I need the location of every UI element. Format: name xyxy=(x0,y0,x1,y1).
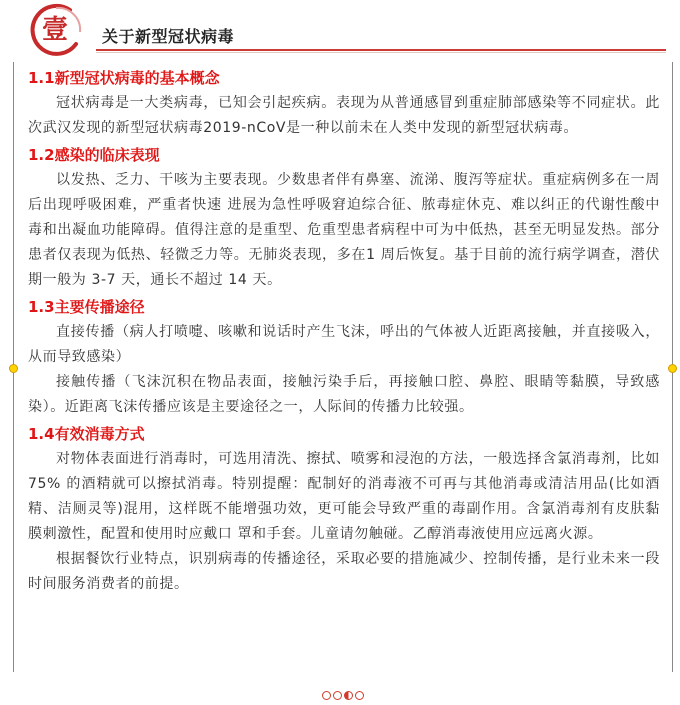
badge-character: 壹 xyxy=(41,15,68,45)
paragraph: 根据餐饮行业特点，识别病毒的传播途径，采取必要的措施减少、控制传播，是行业未来一段时间服务消费者的前提。 xyxy=(28,551,660,592)
section-title: 1.2感染的临床表现 xyxy=(28,146,160,164)
paragraph: 对物体表面进行消毒时，可选用清洗、擦拭、喷雾和浸泡的方法，一般选择含氯消毒剂，比如75% 的酒精就可以擦拭消毒。特别提醒：配制好的消毒液不可再与其他消毒或清洁用品(比如酒精、洁厕灵等)混用，这样既不能增强功效，更可能会导致严重的毒副作用。含氯消毒剂有皮肤黏膜刺激性，配置和使用时应戴口 罩和手套。儿童请勿触碰。乙醇消毒液使用应远离火源。 xyxy=(28,451,660,542)
section-header xyxy=(0,0,680,60)
header-divider-shadow xyxy=(96,52,666,53)
section-title: 1.3主要传播途径 xyxy=(28,298,145,316)
section-transmission-routes xyxy=(28,295,660,420)
section-clinical-symptoms xyxy=(28,143,660,293)
ornament-dot-icon xyxy=(355,691,364,700)
footer-ornament xyxy=(322,691,364,703)
paragraph: 接触传播（飞沫沉积在物品表面，接触污染手后，再接触口腔、鼻腔、眼睛等黏膜，导致感染）。近距离飞沫传播应该是主要途径之一，人际间的传播力比较强。 xyxy=(28,374,660,415)
article-body xyxy=(28,64,660,597)
section-title: 1.4有效消毒方式 xyxy=(28,425,145,443)
section-disinfection xyxy=(28,422,660,597)
ornament-dot-icon xyxy=(322,691,331,700)
page-title: 关于新型冠状病毒 xyxy=(102,27,235,46)
frame-dot-left xyxy=(9,364,18,373)
header-divider xyxy=(96,49,666,51)
paragraph: 冠状病毒是一大类病毒，已知会引起疾病。表现为从普通感冒到重症肺部感染等不同症状。此次武汉发现的新型冠状病毒2019-nCoV是一种以前未在人类中发现的新型冠状病毒。 xyxy=(28,95,660,136)
frame-dot-right xyxy=(668,364,677,373)
chapter-badge xyxy=(26,2,84,58)
paragraph: 以发热、乏力、干咳为主要表现。少数患者伴有鼻塞、流涕、腹泻等症状。重症病例多在一周后出现呼吸困难，严重者快速 进展为急性呼吸窘迫综合征、脓毒症休克、难以纠正的代谢性酸中毒和出凝血功能障碍。值得注意的是重型、危重型患者病程中可为中低热，甚至无明显发热。部分患者仅表现为低热、轻微乏力等。无肺炎表现，多在1 周后恢复。基于目前的流行病学调查，潜伏期一般为 3-7 天，通长不超过 14 天。 xyxy=(28,172,660,288)
section-basic-concept xyxy=(28,66,660,141)
paragraph: 直接传播（病人打喷嚏、咳嗽和说话时产生飞沫，呼出的气体被人近距离接触，并直接吸入，从而导致感染） xyxy=(28,324,660,365)
section-title: 1.1新型冠状病毒的基本概念 xyxy=(28,69,220,87)
ornament-half-dot-icon xyxy=(344,691,353,700)
ornament-dot-icon xyxy=(333,691,342,700)
